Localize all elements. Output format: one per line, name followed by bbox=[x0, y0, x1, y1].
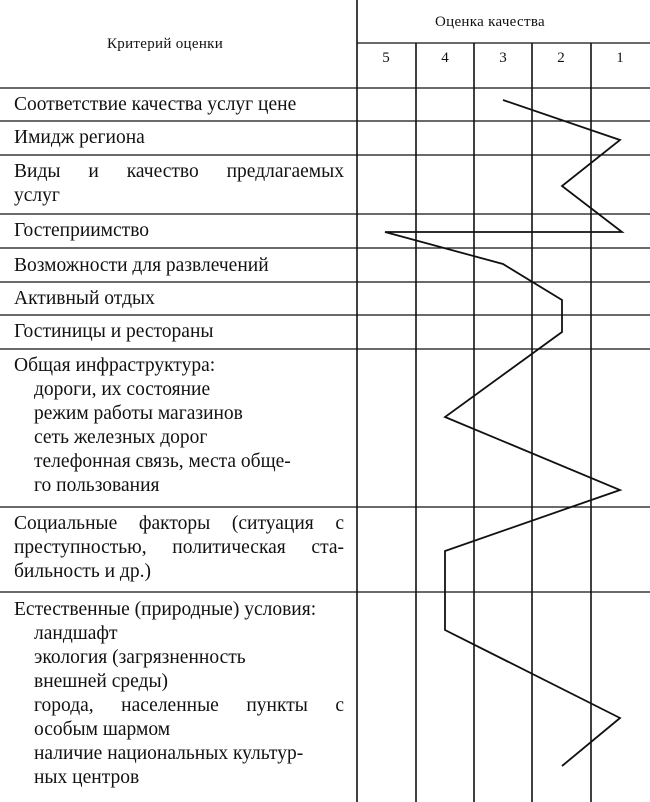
score-header-3: 3 bbox=[499, 50, 507, 66]
row-natural-line: Естественные (природные) условия: bbox=[14, 599, 317, 620]
row-services bbox=[14, 160, 344, 208]
row-natural-line: наличие национальных культур- bbox=[34, 743, 304, 764]
row-image-line: Имидж региона bbox=[14, 127, 145, 148]
quality-header: Оценка качества bbox=[435, 14, 545, 30]
row-natural bbox=[14, 598, 344, 790]
row-infrastructure-line: дороги, их состояние bbox=[34, 379, 211, 400]
row-natural-line: города, населенные пункты с bbox=[34, 695, 344, 716]
score-header-1: 1 bbox=[616, 50, 624, 66]
criterion-header: Критерий оценки bbox=[107, 36, 224, 52]
row-hotels-line: Гостиницы и рестораны bbox=[14, 321, 214, 342]
row-infrastructure-line: сеть железных дорог bbox=[34, 427, 208, 448]
row-social-line: бильность и др.) bbox=[14, 561, 151, 582]
row-social bbox=[14, 512, 344, 584]
row-natural-line: ных центров bbox=[34, 767, 140, 788]
row-infrastructure-line: Общая инфраструктура: bbox=[14, 355, 216, 376]
score-header-5: 5 bbox=[382, 50, 390, 66]
score-header-2: 2 bbox=[557, 50, 565, 66]
row-infrastructure-line: режим работы магазинов bbox=[34, 403, 243, 424]
row-price bbox=[14, 93, 344, 117]
row-image bbox=[14, 126, 344, 150]
row-services-line: услуг bbox=[14, 185, 60, 206]
row-services-line: Виды и качество предлагаемых bbox=[14, 161, 344, 182]
row-social-line: преступностью, политическая ста- bbox=[14, 537, 344, 558]
row-active bbox=[14, 287, 344, 311]
quality-profile-line bbox=[385, 100, 622, 766]
row-natural-line: экология (загрязненность bbox=[34, 647, 246, 668]
row-hospitality bbox=[14, 219, 344, 243]
row-entertainment bbox=[14, 254, 344, 278]
row-price-line: Соответствие качества услуг цене bbox=[14, 94, 297, 115]
row-natural-line: ландшафт bbox=[34, 623, 118, 644]
row-natural-line: внешней среды) bbox=[34, 671, 169, 692]
row-infrastructure-line: го пользования bbox=[34, 475, 160, 496]
row-social-line: Социальные факторы (ситуация с bbox=[14, 513, 344, 534]
row-hospitality-line: Гостеприимство bbox=[14, 220, 150, 241]
row-hotels bbox=[14, 320, 344, 344]
score-header-4: 4 bbox=[441, 50, 449, 66]
row-infrastructure-line: телефонная связь, места обще- bbox=[34, 451, 291, 472]
row-entertainment-line: Возможности для развлечений bbox=[14, 255, 269, 276]
row-infrastructure bbox=[14, 354, 344, 498]
row-active-line: Активный отдых bbox=[14, 288, 155, 309]
row-natural-line: особым шармом bbox=[34, 719, 171, 740]
